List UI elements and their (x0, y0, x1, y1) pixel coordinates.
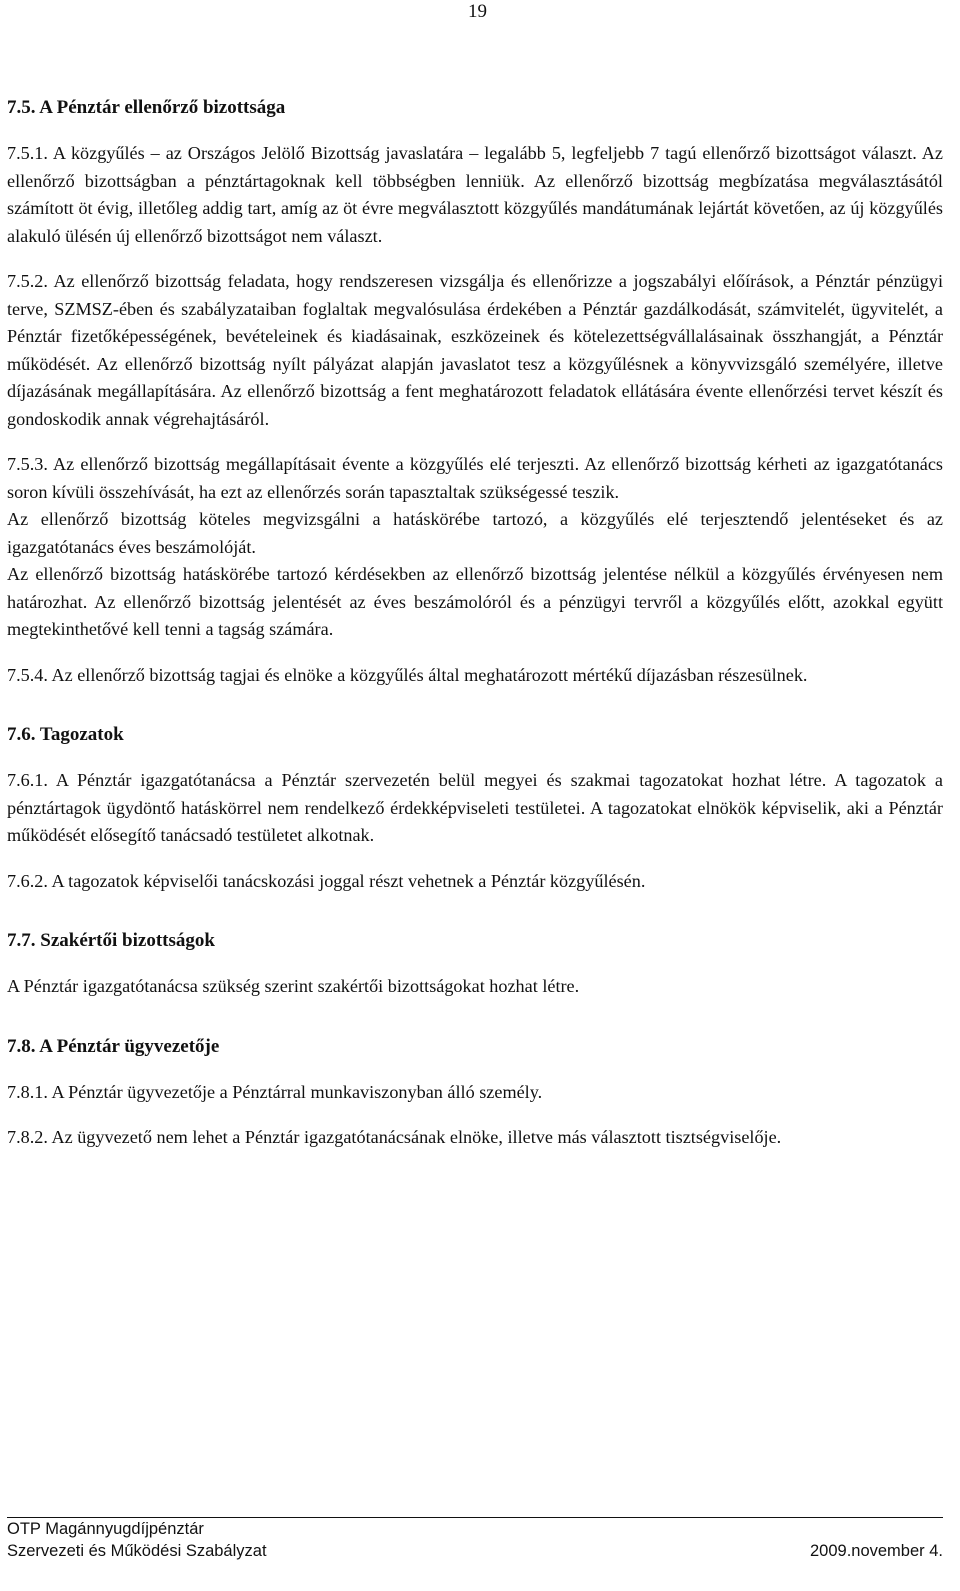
paragraph-7-5-3: 7.5.3. Az ellenőrző bizottság megállapításait évente a közgyűlés elé terjeszti. Az ellenőrző bizottság kérheti az igazgatótanács soron kívüli összehívását, ha ezt az ellenőrzés során tapasztaltak szükségessé teszik. (7, 454, 943, 502)
page-number: 19 (468, 1, 487, 22)
paragraph-7-6-2: 7.6.2. A tagozatok képviselői tanácskozási joggal részt vehetnek a Pénztár közgyűlésén. (7, 870, 646, 891)
paragraph-7-5-4: 7.5.4. Az ellenőrző bizottság tagjai és elnöke a közgyűlés által meghatározott mértékű díjazásban részesülnek. (7, 664, 808, 685)
footer-line-2 (7, 1540, 943, 1562)
section-heading-7-5: 7.5. A Pénztár ellenőrző bizottsága (7, 97, 286, 118)
paragraph-7-8-2: 7.8.2. Az ügyvezető nem lehet a Pénztár igazgatótanácsának elnöke, illetve más választott tisztségviselője. (7, 1127, 782, 1147)
footer-organization: OTP Magánnyugdíjpénztár (7, 1520, 204, 1538)
paragraph-7-5-3-c: Az ellenőrző bizottság hatáskörébe tartozó kérdésekben az ellenőrző bizottság jelentése nélkül a közgyűlés érvényesen nem határozhat. Az ellenőrző bizottság jelentését az éves beszámolóról és a pénzügyi tervről a közgyűlés előtt, azokkal együtt megtekinthetővé kell tenni a tagság számára. (7, 564, 943, 639)
page-footer (7, 1517, 943, 1562)
footer-date: 2009.november 4. (809, 1542, 943, 1560)
section-heading-7-6: 7.6. Tagozatok (7, 724, 124, 745)
section-heading-7-8: 7.8. A Pénztár ügyvezetője (7, 1035, 220, 1057)
section-heading-7-7: 7.7. Szakértői bizottságok (7, 930, 215, 951)
paragraph-7-6-1: 7.6.1. A Pénztár igazgatótanácsa a Pénztár szervezetén belül megyei és szakmai tagozatokat hozhat létre. A tagozatok a pénztártagok ügydöntő hatáskörrel nem rendelkező érdekképviseleti testületei. A tagozatokat elnökök képviselik, aki a Pénztár működését elősegítő tanácsadó testületet alkotnak. (7, 770, 943, 845)
paragraph-7-5-3-b: Az ellenőrző bizottság köteles megvizsgálni a hatáskörébe tartozó, a közgyűlés elé terjesztendő jelentéseket és az igazgatótanács éves beszámolóját. (7, 509, 943, 557)
paragraph-7-5-2: 7.5.2. Az ellenőrző bizottság feladata, hogy rendszeresen vizsgálja és ellenőrizze a jogszabályi előírások, a Pénztár pénzügyi terve, SZMSZ-ében és szabályzataiban foglaltak megvalósulása érdekében a Pénztár gazdálkodását, számvitelét, ügyvitelét, a Pénztár fizetőképességének, bevételeinek és kiadásainak, eszközeinek és kötelezettségvállalásainak összhangját, a Pénztár működését. Az ellenőrző bizottság nyílt pályázat alapján javaslatot tesz a közgyűlésnek a könyvvizsgáló személyére, illetve díjazásának megállapítására. Az ellenőrző bizottság a fent meghatározott feladatok ellátására évente ellenőrzési tervet készít és gondoskodik annak végrehajtásáról. (7, 271, 943, 429)
footer-document-title: Szervezeti és Működési Szabályzat (7, 1542, 267, 1560)
paragraph-7-7: A Pénztár igazgatótanácsa szükség szerint szakértői bizottságokat hozhat létre. (7, 976, 580, 996)
footer-line-1 (7, 1518, 943, 1540)
paragraph-7-5-1: 7.5.1. A közgyűlés – az Országos Jelölő Bizottság javaslatára – legalább 5, legfeljebb 7 tagú ellenőrző bizottságot választ. Az ellenőrző bizottságban a pénztártagoknak kell többségben lenniük. Az ellenőrző bizottság megbízatása megválasztásától számított öt évig, illetőleg addig tart, amíg az öt évre megválasztott közgyűlés mandátumának lejártát követően, az új közgyűlés alakuló ülésén új ellenőrző bizottságot nem választ. (7, 143, 943, 246)
document-body (7, 96, 943, 1152)
paragraph-7-8-1: 7.8.1. A Pénztár ügyvezetője a Pénztárral munkaviszonyban álló személy. (7, 1081, 543, 1102)
